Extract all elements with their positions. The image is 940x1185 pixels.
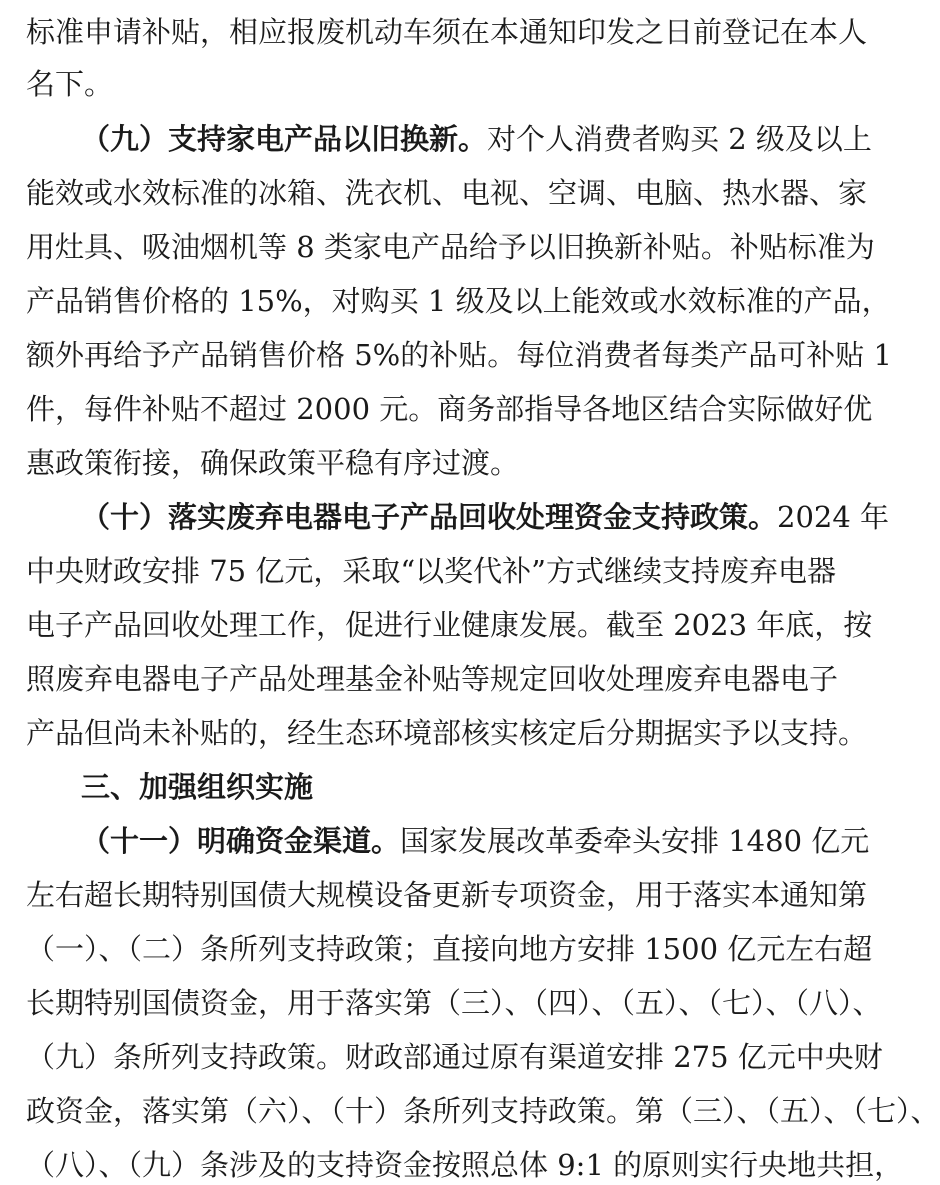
chapter-three-line bbox=[81, 767, 778, 807]
text-line: 标准申请补贴，相应报废机动车须在本通知印发之日前登记在本人 bbox=[26, 15, 868, 49]
text-line: 中央财政安排 75 亿元，采取“以奖代补”方式继续支持废弃电器 bbox=[26, 554, 836, 588]
text-line: 额外再给予产品销售价格 5%的补贴。每位消费者每类产品可补贴 1 bbox=[26, 338, 892, 372]
text-line: 名下。 bbox=[26, 67, 114, 101]
section-ten-heading: （十）落实废弃电器电子产品回收处理资金支持政策。 bbox=[81, 500, 778, 534]
text-line: （一）、（二）条所列支持政策；直接向地方安排 1500 亿元左右超 bbox=[26, 932, 873, 966]
text-line: 电子产品回收处理工作，促进行业健康发展。截至 2023 年底，按 bbox=[26, 608, 873, 642]
text-line: 件，每件补贴不超过 2000 元。商务部指导各地区结合实际做好优 bbox=[26, 392, 873, 426]
chapter-three-heading: 三、加强组织实施 bbox=[81, 770, 314, 804]
text-line: 惠政策衔接，确保政策平稳有序过渡。 bbox=[26, 446, 520, 480]
text-line: （八）、（九）条涉及的支持资金按照总体 9:1 的原则实行央地共担， bbox=[26, 1148, 904, 1182]
text-line: 产品但尚未补贴的，经生态环境部核实核定后分期据实予以支持。 bbox=[26, 716, 868, 750]
section-eleven-line: （十一）明确资金渠道。国家发展改革委牵头安排 1480 亿元 bbox=[81, 824, 870, 858]
text-line: 政资金，落实第（六）、（十）条所列支持政策。第（三）、（五）、（七）、 bbox=[26, 1094, 940, 1128]
text-line: 用灶具、吸油烟机等 8 类家电产品给予以旧换新补贴。补贴标准为 bbox=[26, 230, 875, 264]
text-line: （九）条所列支持政策。财政部通过原有渠道安排 275 亿元中央财 bbox=[26, 1040, 883, 1074]
text-line: 照废弃电器电子产品处理基金补贴等规定回收处理废弃电器电子 bbox=[26, 662, 839, 696]
text-line: 能效或水效标准的冰箱、洗衣机、电视、空调、电脑、热水器、家 bbox=[26, 176, 868, 210]
text-line: 产品销售价格的 15%，对购买 1 级及以上能效或水效标准的产品， bbox=[26, 284, 891, 318]
section-nine-heading: （九）支持家电产品以旧换新。 bbox=[81, 122, 488, 156]
section-nine-line: （九）支持家电产品以旧换新。对个人消费者购买 2 级及以上 bbox=[81, 122, 872, 156]
section-eleven-heading: （十一）明确资金渠道。 bbox=[81, 824, 401, 858]
text-line: 长期特别国债资金，用于落实第（三）、（四）、（五）、（七）、（八）、 bbox=[26, 986, 882, 1020]
text-line: 左右超长期特别国债大规模设备更新专项资金，用于落实本通知第 bbox=[26, 878, 868, 912]
section-ten-line: （十）落实废弃电器电子产品回收处理资金支持政策。2024 年 bbox=[81, 500, 890, 534]
